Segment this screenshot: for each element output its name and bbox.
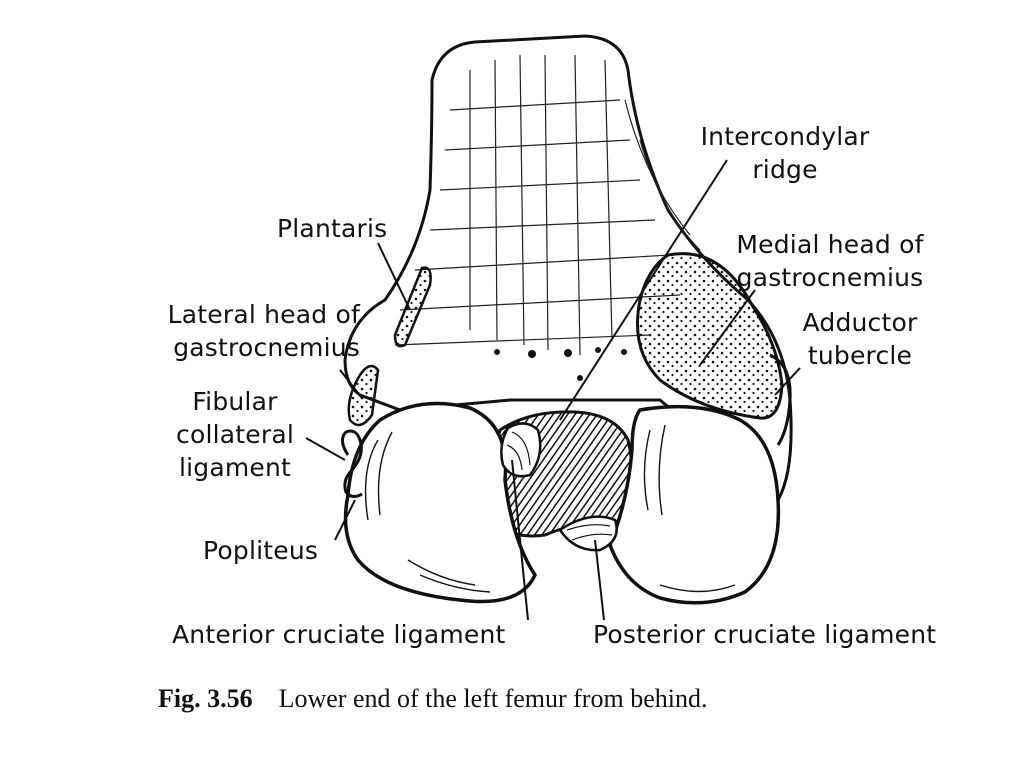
label-adductor-tubercle: Adductor tubercle: [802, 308, 918, 370]
label-lateral-head-of-gastrocnemius: Lateral head of gastrocnemius: [167, 300, 360, 362]
label-intercondylar-ridge: Intercondylar ridge: [700, 122, 870, 184]
label-fibular-collateral-ligament: Fibular collateral ligament: [176, 387, 294, 482]
figure-caption-text: Lower end of the left femur from behind.: [278, 684, 708, 713]
leader-fibular-collateral: [306, 438, 345, 460]
leader-pcl: [595, 540, 604, 620]
label-popliteus: Popliteus: [203, 536, 319, 565]
label-anterior-cruciate-ligament: Anterior cruciate ligament: [172, 620, 506, 649]
label-posterior-cruciate-ligament: Posterior cruciate ligament: [593, 620, 937, 649]
label-medial-head-of-gastrocnemius: Medial head of gastrocnemius: [736, 230, 924, 292]
figure-number: Fig. 3.56: [158, 684, 253, 713]
medial-condyle: [610, 407, 778, 603]
figure-caption: [158, 684, 707, 714]
acl-attachment: [501, 423, 540, 476]
label-plantaris: Plantaris: [277, 214, 388, 243]
